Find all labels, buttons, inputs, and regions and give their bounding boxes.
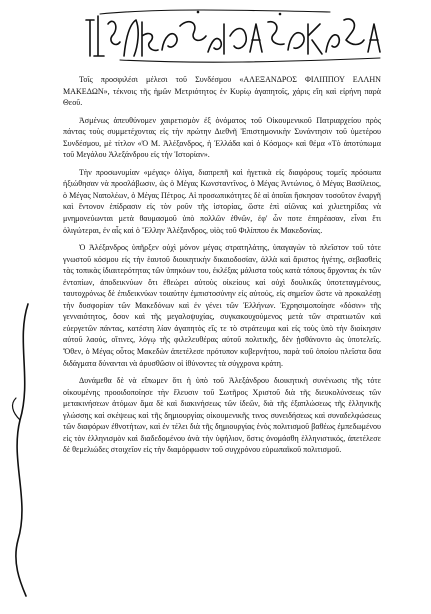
margin-flourish xyxy=(6,300,36,600)
letter-body xyxy=(63,74,381,462)
salutation-paragraph: Τοῖς προσφιλέσι μέλεσι τοῦ Συνδέσμου «ΑΛΕΞΑΝΔΡΟΣ ΦΙΛΙΠΠΟΥ ΕΛΛΗΝ ΜΑΚΕΔΩΝ», τέκνοις τῆς ἡμῶν Μετριότητος ἐν Κυρίῳ ἀγαπητοῖς, χάρις εἴη καὶ εἰρήνη παρὰ Θεοῦ. xyxy=(63,75,381,108)
hellenistic-legacy-paragraph: Δυνάμεθα δὲ νὰ εἴπωμεν ὅτι ἡ ὑπὸ τοῦ Ἀλεξάνδρου διοικητικὴ συνένωσις τῆς τότε οἰκουμένης προοιδοποίησε τὴν ἔλευσιν τοῦ Σωτῆρος Χριστοῦ διὰ τῆς διευκολύνσεως τῶν μετακινήσεων ἀτόμων ἅμα δὲ καὶ διακινήσεως τῶν ἰδεῶν, διὰ τῆς ἐξαπλώσεως τῆς ἑλληνικῆς γλώσσης καὶ σκέψεως καὶ τῆς δημιουργίας οἰκουμενικῆς τινος συνειδήσεως καὶ συναδελφώσεως τῶν διαφόρων ἐθνοτήτων, καὶ ἐν τέλει διὰ τῆς δημιουργίας ἑνὸς πολιτισμοῦ βαθέως ἐμπεδωμένου εἰς τὸν ἑλληνισμὸν καὶ διαδεδομένου ἀνὰ τὴν ὑφήλιον, ὅστις ὀνομάσθη ἑλληνιστικός, ἀπετέλεσε δὲ θεμελιώδες στοιχεῖον εἰς τὴν διαμόρφωσιν τοῦ συγχρόνου εὐρωπαϊκοῦ πολιτισμοῦ. xyxy=(63,376,381,455)
great-figures-paragraph: Τὴν προσωνυμίαν «μέγας» ὀλίγα, διαπρεπῆ καὶ ἡγετικὰ εἰς διαφόρους τομεῖς πρόσωπα ἠξιώθησαν νὰ προσλάβωσιν, ὡς ὁ Μέγας Κωνσταντῖνος, ὁ Μέγας Ἀντώνιος, ὁ Μέγας Βασίλειος, ὁ Μέγας Ναπολέων, ὁ Μέγας Πέτρος. Αἱ προσωπικότητες δὲ αἱ ὁποῖαι ἤσκησαν τοσοῦτον ἐναργῆ καὶ ἔντονον ἐπίδρασιν εἰς τὸν ροῦν τῆς ἱστορίας, ὥστε ἐπὶ αἰῶνας καὶ χιλιετηρίδας νὰ μνημονεύωνται μετὰ θαυμασμοῦ ὑπὸ πολλῶν ἐθνῶν, ἐφ' ὧν ποτε ἐπηρέασαν, εἶναι ἔτι ὀλιγώτεραι, ἐν αἷς καὶ ὁ Ἕλλην Ἀλέξανδρος, υἱὸς τοῦ Φιλίππου ἐκ Μακεδονίας. xyxy=(63,167,381,235)
patriarch-signature xyxy=(80,6,392,64)
greeting-paragraph: Ἀσμένως ἀπευθύνομεν χαιρετισμὸν ἐξ ὀνόματος τοῦ Οἰκουμενικοῦ Πατριαρχείου πρὸς πάντας τοὺς συμμετέχοντας εἰς τὴν πρώτην Διεθνῆ Ἐπιστημονικὴν Συνάντησιν τοῦ ὑμετέρου Συνδέσμου, μὲ τίτλον «Ὁ Μ. Ἀλέξανδρος, ἡ Ἑλλάδα καὶ ὁ Κόσμος» καὶ θέμα «Τὸ ἀποτύπωμα τοῦ Μεγάλου Ἀλεξάνδρου εἰς τὴν Ἱστορίαν». xyxy=(63,115,381,160)
alexander-leadership-paragraph: Ὁ Ἀλέξανδρος ὑπῆρξεν οὐχὶ μόνον μέγας στρατηλάτης, ὑπαγαγὼν τὸ πλεῖστον τοῦ τότε γνωστοῦ κόσμου εἰς τὴν ἑαυτοῦ διοικητικὴν δικαιοδοσίαν, ἀλλὰ καὶ ἄριστος ἡγέτης, σεβασθεὶς τὰς τοπικὰς ἰδιαιτερότητας τῶν ὑπηκόων του, ἐκλέξας μάλιστα τοὺς κατὰ τόπους ἄρχοντας ἐκ τῶν ἐντοπίων, ἀποδεικνύων ὅτι ἐθεώρει αὐτοὺς οἰκείους καὶ οὐχὶ δουλικῶς ὑποτεταγμένους, ταυτοχρόνως δὲ ἐπιδεικνύων τοιαύτην ἐμπιστοσύνην εἰς αὐτούς, εἰς σημεῖον ὥστε νὰ προκαλέσῃ τὴν δυσφορίαν τῶν Μακεδόνων καὶ ἐν γένει τῶν Ἑλλήνων. Ἐχρησιμοποίησε «δόσιν» τῆς γενναιότητος, ὅσον καὶ τῆς μεγαλοψυχίας, συγκακουχούμενος μετὰ τῶν στρατιωτῶν καὶ εὐεργετῶν πάντας, κατέστη λίαν ἀγαπητὸς εἴς τε τὸ στράτευμα καὶ εἰς τοὺς ὑπὸ τὴν διοίκησιν αὐτοῦ λαούς, οἵτινες, λόγῳ τῆς φιλελευθέρας αὐτοῦ πολιτικῆς, δὲν ᾐσθάνοντο ὡς ὑποτελεῖς. Ὅθεν, ὁ Μέγας οὗτος Μακεδὼν ἀπετέλεσε πρότυπον κυβερνήτου, παρὰ τοῦ ὁποίου πλεῖστα ὅσα διδάγματα δύνανται νὰ ἀρυσθῶσιν οἱ ἰθύνοντες τὰ σύγχρονα κράτη. xyxy=(63,243,381,368)
